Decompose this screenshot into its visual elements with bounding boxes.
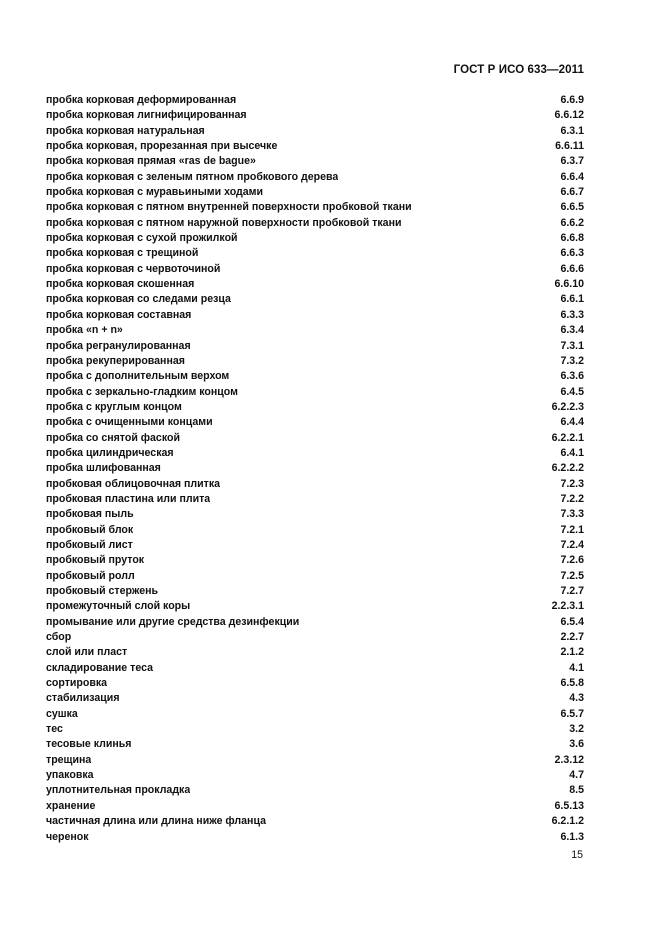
index-term: складирование теса — [46, 661, 153, 674]
index-reference: 6.3.4 — [560, 324, 584, 337]
index-entry — [46, 737, 584, 752]
index-term: пробка корковая с пятном внутренней поверхности пробковой ткани — [46, 201, 412, 214]
index-entry — [46, 369, 584, 384]
index-reference: 2.2.7 — [560, 631, 584, 644]
index-reference: 8.5 — [569, 784, 584, 797]
index-reference: 4.1 — [569, 661, 584, 674]
alphabetical-index — [46, 93, 584, 845]
index-term: пробка с круглым концом — [46, 400, 182, 413]
index-entry — [46, 645, 584, 660]
index-entry — [46, 200, 584, 215]
index-reference: 6.6.8 — [560, 232, 584, 245]
index-entry — [46, 185, 584, 200]
index-entry — [46, 830, 584, 845]
index-reference: 3.2 — [569, 723, 584, 736]
index-reference: 6.6.6 — [560, 262, 584, 275]
index-term: трещина — [46, 753, 92, 766]
page-number: 15 — [571, 849, 583, 861]
index-term: сортировка — [46, 677, 108, 690]
index-entry — [46, 170, 584, 185]
index-term: пробка корковая с муравьиными ходами — [46, 186, 263, 199]
index-reference: 7.3.1 — [560, 339, 584, 352]
index-reference: 6.4.5 — [560, 385, 584, 398]
index-entry — [46, 630, 584, 645]
index-entry — [46, 599, 584, 614]
index-term: тес — [46, 723, 63, 736]
index-entry — [46, 231, 584, 246]
index-entry — [46, 615, 584, 630]
index-entry — [46, 323, 584, 338]
document-header: ГОСТ Р ИСО 633—2011 — [453, 64, 584, 76]
index-reference: 6.5.4 — [560, 615, 584, 628]
index-entry — [46, 676, 584, 691]
index-reference: 6.6.4 — [560, 170, 584, 183]
index-reference: 6.6.7 — [560, 186, 584, 199]
index-entry — [46, 124, 584, 139]
index-term: пробка корковая прямая «ras de bague» — [46, 155, 256, 168]
index-term: уплотнительная прокладка — [46, 784, 191, 797]
index-reference: 6.6.12 — [554, 109, 584, 122]
index-entry — [46, 661, 584, 676]
index-term: пробка корковая составная — [46, 308, 192, 321]
index-term: пробка корковая натуральная — [46, 124, 205, 137]
index-reference: 6.3.6 — [560, 370, 584, 383]
index-term: промежуточный слой коры — [46, 600, 191, 613]
index-reference: 4.3 — [569, 692, 584, 705]
index-entry — [46, 814, 584, 829]
index-entry — [46, 354, 584, 369]
index-reference: 6.2.1.2 — [551, 815, 584, 828]
index-term: пробка корковая, прорезанная при высечке — [46, 140, 278, 153]
index-entry — [46, 385, 584, 400]
index-entry — [46, 308, 584, 323]
index-reference: 6.4.1 — [560, 446, 584, 459]
index-entry — [46, 523, 584, 538]
index-reference: 6.6.10 — [554, 278, 584, 291]
index-entry — [46, 339, 584, 354]
index-term: пробка с очищенными концами — [46, 416, 213, 429]
index-term: пробковый ролл — [46, 569, 135, 582]
index-reference: 2.3.12 — [554, 753, 584, 766]
index-term: пробка с дополнительным верхом — [46, 370, 230, 383]
index-term: пробка корковая со следами резца — [46, 293, 231, 306]
index-entry — [46, 707, 584, 722]
index-reference: 6.6.1 — [560, 293, 584, 306]
index-reference: 6.3.7 — [560, 155, 584, 168]
index-reference: 7.2.6 — [560, 554, 584, 567]
index-entry — [46, 584, 584, 599]
index-reference: 6.5.13 — [554, 799, 584, 812]
index-term: пробка шлифованная — [46, 462, 161, 475]
index-reference: 6.2.2.3 — [551, 400, 584, 413]
index-term: пробка корковая с зеленым пятном пробкового дерева — [46, 170, 339, 183]
index-entry — [46, 783, 584, 798]
index-reference: 2.1.2 — [560, 646, 584, 659]
index-entry — [46, 93, 584, 108]
index-entry — [46, 799, 584, 814]
index-reference: 7.2.5 — [560, 569, 584, 582]
index-term: пробка с зеркально-гладким концом — [46, 385, 238, 398]
index-term: упаковка — [46, 769, 94, 782]
index-term: тесовые клинья — [46, 738, 132, 751]
index-reference: 7.2.4 — [560, 538, 584, 551]
index-term: пробка корковая с пятном наружной поверхности пробковой ткани — [46, 216, 402, 229]
index-entry — [46, 569, 584, 584]
index-term: хранение — [46, 799, 96, 812]
index-reference: 6.2.2.2 — [551, 462, 584, 475]
index-reference: 6.6.2 — [560, 216, 584, 229]
index-term: пробка корковая лигнифицированная — [46, 109, 247, 122]
index-reference: 6.6.5 — [560, 201, 584, 214]
index-entry — [46, 415, 584, 430]
index-term: сушка — [46, 707, 78, 720]
index-term: пробковая пыль — [46, 508, 134, 521]
index-entry — [46, 292, 584, 307]
index-term: слой или пласт — [46, 646, 128, 659]
index-reference: 7.3.2 — [560, 354, 584, 367]
index-reference: 6.3.1 — [560, 124, 584, 137]
index-term: пробковый стержень — [46, 585, 159, 597]
index-reference: 3.6 — [569, 738, 584, 751]
index-entry — [46, 768, 584, 783]
index-term: пробка корковая деформированная — [46, 94, 237, 106]
index-term: пробка со снятой фаской — [46, 431, 180, 444]
index-term: пробка корковая с сухой прожилкой — [46, 232, 238, 245]
index-entry — [46, 461, 584, 476]
index-term: пробка цилиндрическая — [46, 446, 174, 459]
index-term: стабилизация — [46, 692, 120, 705]
index-term: пробка «n + n» — [46, 324, 123, 337]
index-entry — [46, 507, 584, 522]
index-reference: 6.2.2.1 — [551, 431, 584, 444]
index-reference: 6.1.3 — [560, 830, 584, 843]
index-term: пробковая пластина или плита — [46, 492, 211, 505]
index-entry — [46, 431, 584, 446]
index-reference: 7.2.2 — [560, 492, 584, 505]
index-entry — [46, 277, 584, 292]
index-term: пробковый блок — [46, 523, 134, 536]
index-term: пробка корковая скошенная — [46, 278, 195, 291]
index-reference: 4.7 — [569, 769, 584, 782]
index-term: промывание или другие средства дезинфекции — [46, 615, 300, 628]
index-reference: 7.2.1 — [560, 523, 584, 536]
index-entry — [46, 538, 584, 553]
index-term: пробка корковая с трещиной — [46, 247, 199, 260]
index-reference: 6.5.8 — [560, 677, 584, 690]
index-term: пробковая облицовочная плитка — [46, 477, 221, 490]
index-reference: 2.2.3.1 — [551, 600, 584, 613]
index-term: частичная длина или длина ниже фланца — [46, 815, 266, 828]
index-reference: 6.5.7 — [560, 707, 584, 720]
index-reference: 6.6.11 — [555, 140, 584, 153]
index-reference: 7.2.7 — [560, 585, 584, 597]
index-term: пробковый пруток — [46, 554, 145, 567]
index-entry — [46, 553, 584, 568]
index-term: сбор — [46, 631, 72, 644]
index-entry — [46, 108, 584, 123]
index-entry — [46, 154, 584, 169]
index-entry — [46, 216, 584, 231]
index-entry — [46, 246, 584, 261]
index-entry — [46, 446, 584, 461]
index-reference: 7.3.3 — [560, 508, 584, 521]
index-reference: 6.6.3 — [560, 247, 584, 260]
index-term: пробковый лист — [46, 538, 133, 551]
index-reference: 6.4.4 — [560, 416, 584, 429]
index-reference: 6.3.3 — [560, 308, 584, 321]
index-term: пробка рекуперированная — [46, 354, 185, 367]
index-entry — [46, 691, 584, 706]
index-entry — [46, 262, 584, 277]
index-entry — [46, 753, 584, 768]
index-entry — [46, 400, 584, 415]
index-term: черенок — [46, 830, 89, 843]
index-entry — [46, 477, 584, 492]
index-entry — [46, 139, 584, 154]
index-entry — [46, 492, 584, 507]
index-term: пробка корковая с червоточиной — [46, 262, 221, 275]
index-entry — [46, 722, 584, 737]
index-reference: 7.2.3 — [560, 477, 584, 490]
index-term: пробка регранулированная — [46, 339, 191, 352]
index-reference: 6.6.9 — [560, 94, 584, 106]
